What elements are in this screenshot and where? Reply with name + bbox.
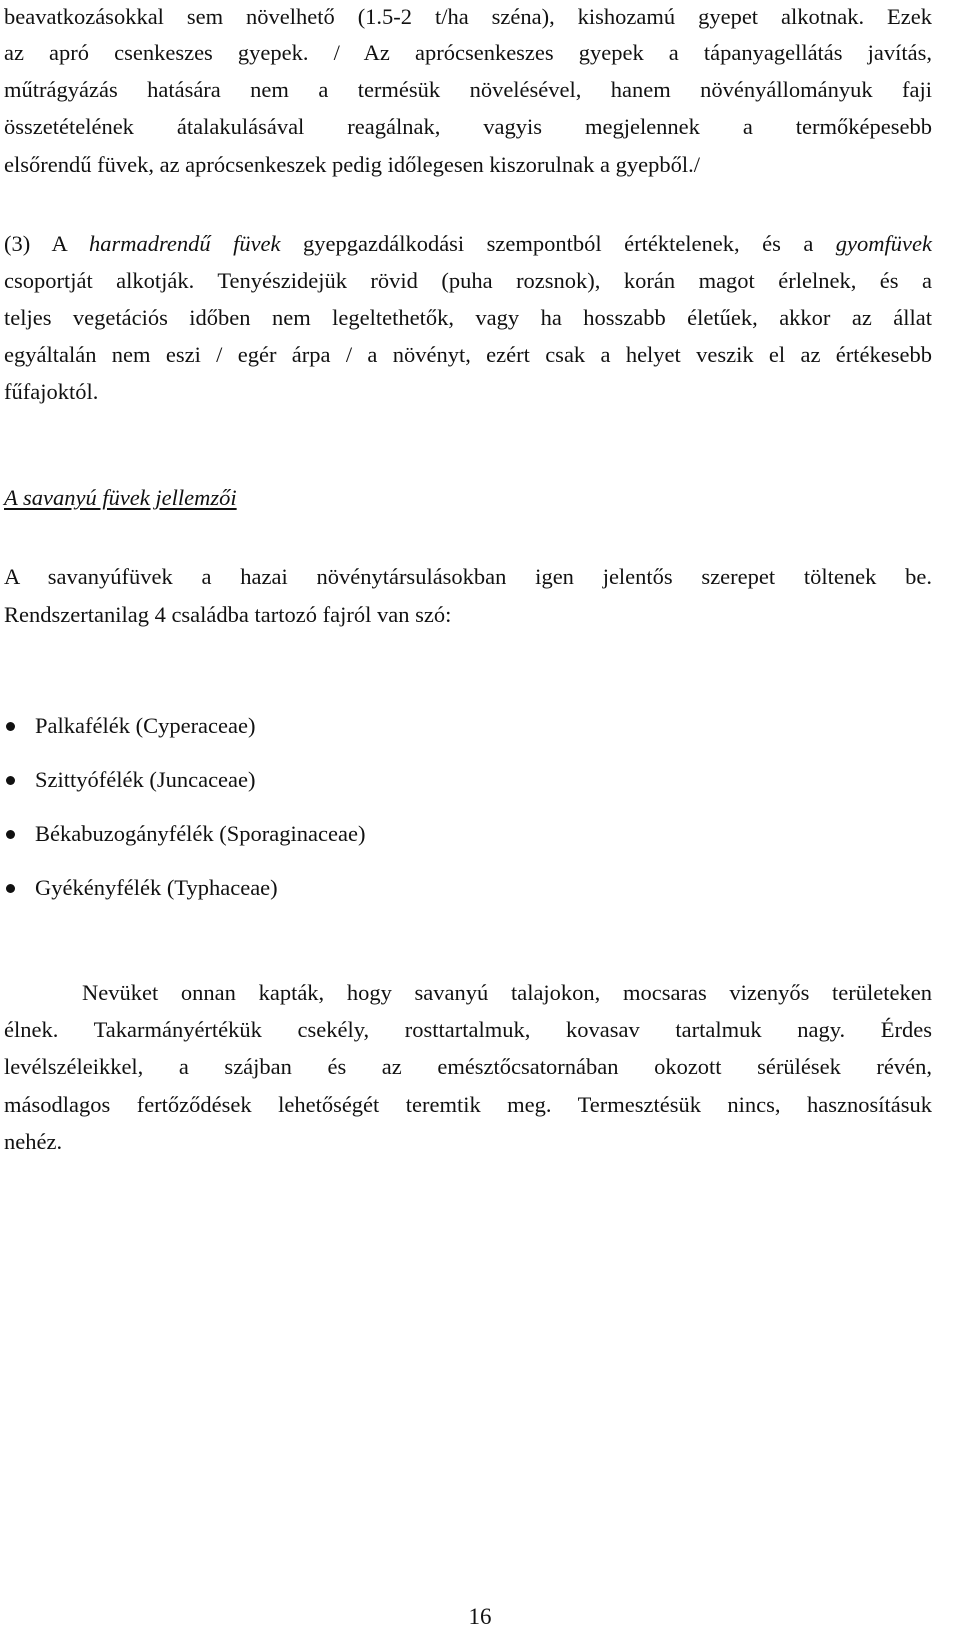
paragraph-2-line-5: fűfajoktól. <box>4 379 99 404</box>
bullet-icon <box>6 884 15 893</box>
bullet-icon <box>6 776 15 785</box>
section-heading: A savanyú füvek jellemzői <box>4 485 237 510</box>
paragraph-1-line-1: beavatkozásokkal sem növelhető (1.5-2 t/ha széna), kishozamú gyepet alkotnak. Ezek <box>4 4 932 29</box>
page-number: 16 <box>468 1604 492 1629</box>
bullet-icon <box>6 830 15 839</box>
paragraph-4-line-2: élnek. Takarmányértékük csekély, rosttartalmuk, kovasav tartalmuk nagy. Érdes <box>4 1017 932 1042</box>
paragraph-1-line-5: elsőrendű füvek, az aprócsenkeszek pedig időlegesen kiszorulnak a gyepből./ <box>4 152 701 177</box>
paragraph-2-line-3: teljes vegetációs időben nem legeltethetők, vagy ha hosszabb életűek, akkor az állat <box>4 305 932 330</box>
paragraph-4-line-1: Nevüket onnan kapták, hogy savanyú talajokon, mocsaras vizenyős területeken <box>82 980 932 1005</box>
paragraph-1-line-3: műtrágyázás hatására nem a termésük növelésével, hanem növényállományuk faji <box>4 77 932 102</box>
paragraph-3-line-1: A savanyúfüvek a hazai növénytársulásokban igen jelentős szerepet töltenek be. <box>4 564 932 589</box>
paragraph-2-line-4: egyáltalán nem eszi / egér árpa / a növényt, ezért csak a helyet veszik el az értékesebb <box>4 342 932 367</box>
paragraph-2-text-1: (3) A <box>4 231 89 256</box>
paragraph-4-line-5: nehéz. <box>4 1129 63 1154</box>
paragraph-1-line-2: az apró csenkeszes gyepek. / Az aprócsenkeszes gyepek a tápanyagellátás javítás, <box>4 40 932 65</box>
term-gyomfuvek: gyomfüvek <box>835 231 932 256</box>
list-item-label: Gyékényfélék (Typhaceae) <box>35 875 278 900</box>
list-item-label: Szittyófélék (Juncaceae) <box>35 767 256 792</box>
paragraph-1-line-4: összetételének átalakulásával reagálnak, vagyis megjelennek a termőképesebb <box>4 114 932 139</box>
bullet-icon <box>6 722 15 731</box>
paragraph-3-line-2: Rendszertanilag 4 családba tartozó fajról van szó: <box>4 602 452 627</box>
list-item-label: Palkafélék (Cyperaceae) <box>35 713 256 738</box>
paragraph-2-line-1 <box>4 229 932 259</box>
paragraph-4-line-4: másodlagos fertőződések lehetőségét teremtik meg. Termesztésük nincs, hasznosításuk <box>4 1092 932 1117</box>
paragraph-4-line-3: levélszéleikkel, a szájban és az emésztőcsatornában okozott sérülések révén, <box>4 1054 932 1079</box>
term-harmadrendu-fuvek: harmadrendű füvek <box>88 231 281 256</box>
paragraph-2-text-2: gyepgazdálkodási szempontból értéktelenek, és a <box>280 231 836 256</box>
paragraph-2-line-2: csoportját alkotják. Tenyészidejük rövid (puha rozsnok), korán magot érlelnek, és a <box>4 268 932 293</box>
list-item-label: Békabuzogányfélék (Sporaginaceae) <box>35 821 366 846</box>
